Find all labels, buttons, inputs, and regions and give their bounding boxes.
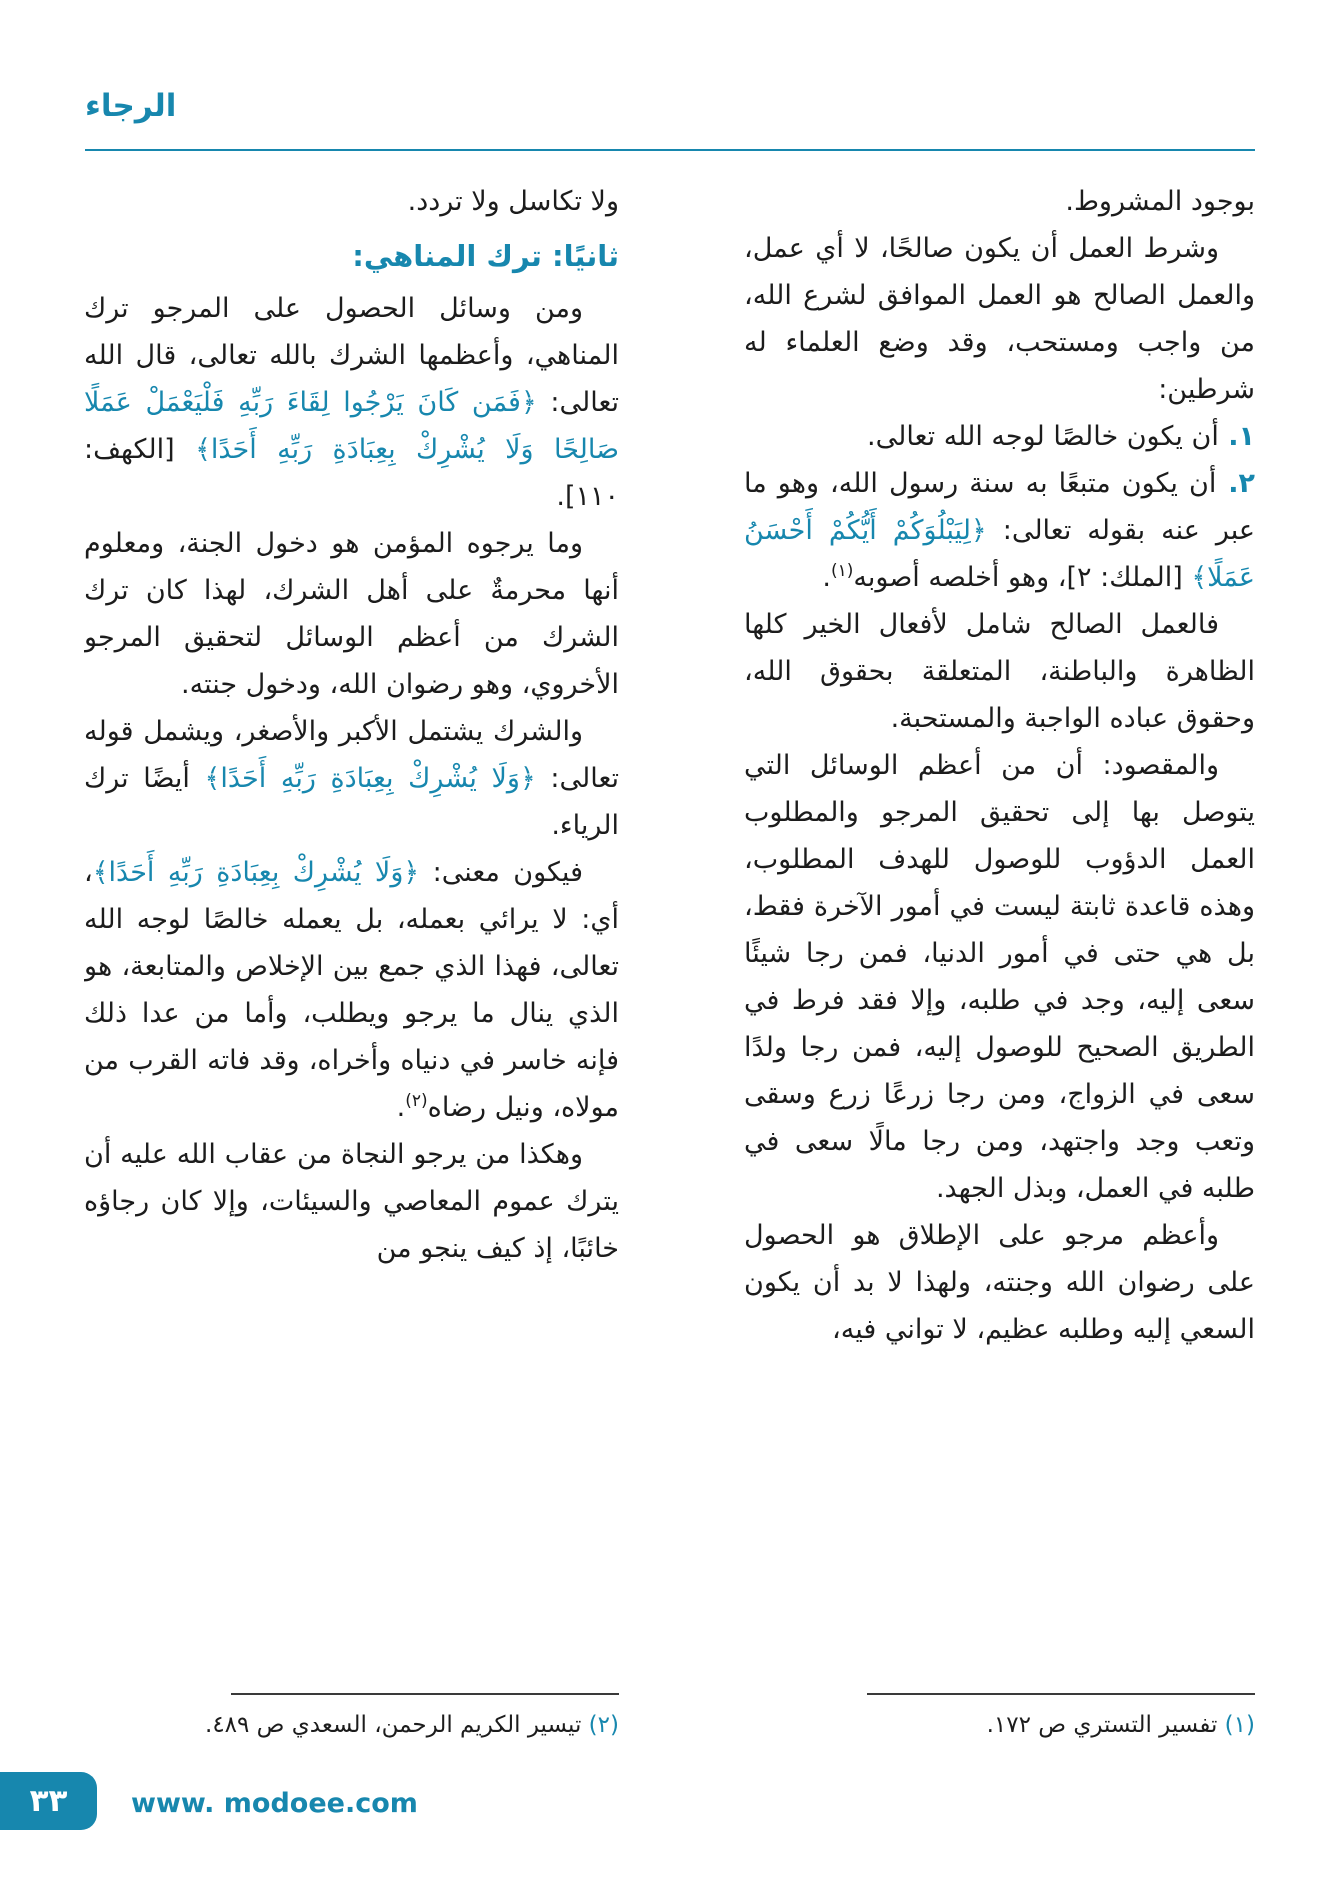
footnote-number: (١)	[1224, 1712, 1255, 1738]
body-text: والمقصود: أن من أعظم الوسائل التي يتوصل بها إلى تحقيق المرجو والمطلوب العمل الدؤوب للوصول للهدف المطلوب، وهذه قاعدة ثابتة ليست في أمور الآخرة فقط، بل هي حتى في أمور الدنيا، فمن رجا شيئًا سعى إليه، وجد في طلبه، وإلا فقد فرط في الطريق الصحيح للوصول إليه، فمن رجا ولدًا سعى في الزواج، ومن رجا زرعًا زرع وسقى وتعب وجد واجتهد، ومن رجا مالًا سعى في طلبه في العمل، وبذل الجهد.	[744, 750, 1255, 1204]
footnote-ref: (٢)	[405, 1091, 428, 1111]
body-text: .	[396, 1092, 406, 1123]
column-left	[84, 178, 619, 1693]
section-heading	[84, 231, 619, 281]
footnote-separator	[231, 1693, 619, 1695]
footnote-cell-right	[744, 1693, 1255, 1741]
paragraph	[744, 601, 1255, 742]
body-text: ، أي: لا يرائي بعمله، بل يعمله خالصًا لوجه الله تعالى، فهذا الذي جمع بين الإخلاص والمتابعة، هو الذي ينال ما يرجو ويطلب، وأما من عدا ذلك فإنه خاسر في دنياه وأخراه، وقد فاته القرب من مولاه، ونيل رضاه	[84, 857, 619, 1123]
body-text: بوجود المشروط.	[1065, 186, 1255, 217]
list-item	[744, 413, 1255, 460]
body-text: ثانيًا: ترك المناهي:	[352, 239, 619, 273]
body-text: فيكون معنى:	[419, 857, 583, 888]
footnote-text: تيسير الكريم الرحمن، السعدي ص ٤٨٩.	[205, 1712, 582, 1738]
quran-verse: ﴿وَلَا يُشْرِكْ بِعِبَادَةِ رَبِّهِ أَحَدًا﴾	[204, 763, 536, 794]
page-number: ٣٣	[29, 1783, 68, 1819]
list-number: ٢.	[1216, 468, 1255, 499]
body-text: أيضًا ترك الرياء.	[84, 763, 619, 841]
body-text: وشرط العمل أن يكون صالحًا، لا أي عمل، والعمل الصالح هو العمل الموافق لشرع الله، من واجب ومستحب، وقد وضع العلماء له شرطين:	[744, 233, 1255, 405]
footnotes-row	[84, 1693, 1255, 1741]
paragraph	[84, 520, 619, 708]
column-right	[744, 178, 1255, 1693]
quran-verse: ﴿لِيَبْلُوَكُمْ أَيُّكُمْ أَحْسَنُ عَمَلًا﴾	[744, 515, 1255, 593]
body-text: ولا تكاسل ولا تردد.	[407, 186, 619, 217]
quran-verse: ﴿فَمَن كَانَ يَرْجُوا لِقَاءَ رَبِّهِ فَلْيَعْمَلْ عَمَلًا صَالِحًا وَلَا يُشْرِكْ بِعِبَادَةِ رَبِّهِ أَحَدًا﴾	[84, 387, 620, 465]
footnote-text: تفسير التستري ص ١٧٢.	[986, 1712, 1218, 1738]
website-text: www. modoee.com	[131, 1788, 418, 1819]
quran-verse: ﴿وَلَا يُشْرِكْ بِعِبَادَةِ رَبِّهِ أَحَدًا﴾	[92, 857, 420, 888]
text-columns	[84, 178, 1255, 1693]
body-text: [الكهف: ١١٠].	[84, 434, 619, 512]
paragraph	[84, 285, 619, 520]
body-text: وهكذا من يرجو النجاة من عقاب الله عليه أن يترك عموم المعاصي والسيئات، وإلا كان رجاؤه خائبًا، إذ كيف ينجو من	[84, 1139, 619, 1264]
footnote-ref: (١)	[830, 561, 854, 581]
paragraph	[744, 1212, 1255, 1353]
body-text: والشرك يشتمل الأكبر والأصغر، ويشمل قوله تعالى:	[84, 716, 619, 794]
paragraph	[744, 742, 1255, 1212]
body-text: فالعمل الصالح شامل لأفعال الخير كلها الظاهرة والباطنة، المتعلقة بحقوق الله، وحقوق عباده الواجبة والمستحبة.	[744, 609, 1255, 734]
body-text: .	[822, 562, 831, 593]
list-number: ١.	[1218, 421, 1255, 452]
header-rule	[85, 149, 1255, 151]
footnote-number: (٢)	[588, 1712, 619, 1738]
list-item	[744, 460, 1255, 601]
paragraph	[84, 708, 619, 849]
footnote-separator	[867, 1693, 1255, 1695]
paragraph	[744, 225, 1255, 413]
paragraph	[84, 849, 619, 1131]
page-number-tab	[0, 1772, 97, 1830]
body-text: وأعظم مرجو على الإطلاق هو الحصول على رضوان الله وجنته، ولهذا لا بد أن يكون السعي إليه وطلبه عظيم، لا تواني فيه،	[744, 1220, 1255, 1345]
body-text: [الملك: ٢]، وهو أخلصه أصوبه	[853, 562, 1192, 593]
footnote	[84, 1709, 619, 1741]
page-header-title: الرجاء	[85, 88, 177, 124]
footnote-cell-left	[84, 1693, 619, 1741]
paragraph	[744, 178, 1255, 225]
body-text: أن يكون خالصًا لوجه الله تعالى.	[867, 421, 1219, 452]
paragraph	[84, 1131, 619, 1272]
body-text: أن يكون متبعًا به سنة رسول الله، وهو ما عبر عنه بقوله تعالى:	[744, 468, 1255, 546]
body-text: وما يرجوه المؤمن هو دخول الجنة، ومعلوم أنها محرمةٌ على أهل الشرك، لهذا كان ترك الشرك من أعظم الوسائل لتحقيق المرجو الأخروي، وهو رضوان الله، ودخول جنته.	[84, 528, 619, 700]
paragraph	[84, 178, 619, 225]
footnote	[744, 1709, 1255, 1741]
body-text: ومن وسائل الحصول على المرجو ترك المناهي، وأعظمها الشرك بالله تعالى، قال الله تعالى:	[84, 293, 619, 418]
